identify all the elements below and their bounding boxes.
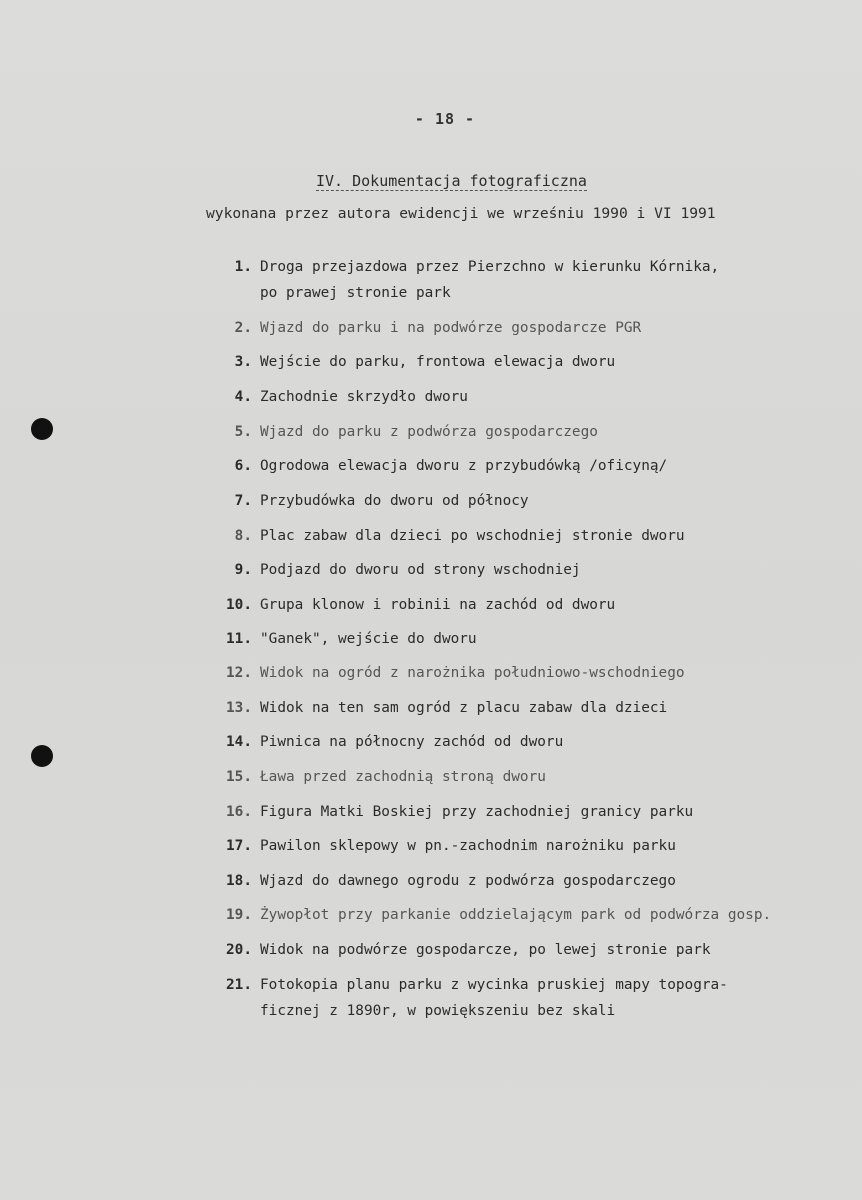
item-number: 19. (226, 907, 252, 923)
punch-hole-top (31, 418, 53, 440)
item-text-continued: ficznej z 1890r, w powiększeniu bez skali (260, 1003, 616, 1019)
item-number: 9. (234, 562, 252, 578)
section-subtitle: wykonana przez autora ewidencji we wrześniu 1990 i VI 1991 (206, 205, 716, 222)
item-text: Figura Matki Boskiej przy zachodniej granicy parku (260, 804, 694, 820)
item-number: 17. (226, 838, 252, 854)
item-number: 7. (234, 493, 252, 509)
item-number: 16. (226, 804, 252, 820)
item-number: 13. (226, 700, 252, 716)
item-number: 10. (226, 597, 252, 613)
item-number: 18. (226, 873, 252, 889)
item-text: Wejście do parku, frontowa elewacja dworu (260, 354, 616, 370)
item-number: 21. (226, 977, 252, 993)
item-number: 6. (234, 458, 252, 474)
item-text: Ława przed zachodnią stroną dworu (260, 769, 546, 785)
item-text: Zachodnie skrzydło dworu (260, 389, 468, 405)
item-text: Droga przejazdowa przez Pierzchno w kierunku Kórnika, (260, 259, 720, 275)
item-text: Plac zabaw dla dzieci po wschodniej stronie dworu (260, 528, 685, 544)
item-text: Podjazd do dworu od strony wschodniej (260, 562, 581, 578)
item-text: Wjazd do parku z podwórza gospodarczego (260, 424, 598, 440)
item-number: 11. (226, 631, 252, 647)
item-number: 14. (226, 734, 252, 750)
item-text: Pawilon sklepowy w pn.-zachodnim narożniku parku (260, 838, 676, 854)
item-text: Wjazd do dawnego ogrodu z podwórza gospodarczego (260, 873, 676, 889)
item-text: Fotokopia planu parku z wycinka pruskiej mapy topogra- (260, 977, 728, 993)
page-number: - 18 - (414, 110, 476, 128)
item-number: 2. (234, 320, 252, 336)
item-text: "Ganek", wejście do dworu (260, 631, 477, 647)
item-text: Widok na podwórze gospodarcze, po lewej stronie park (260, 942, 711, 958)
item-text: Żywopłot przy parkanie oddzielającym park od podwórza gosp. (260, 907, 772, 923)
item-number: 4. (234, 389, 252, 405)
item-number: 15. (226, 769, 252, 785)
item-number: 12. (226, 665, 252, 681)
item-text: Wjazd do parku i na podwórze gospodarcze PGR (260, 320, 642, 336)
item-text: Przybudówka do dworu od północy (260, 493, 529, 509)
item-text: Widok na ten sam ogród z placu zabaw dla dzieci (260, 700, 668, 716)
item-text: Widok na ogród z narożnika południowo-wschodniego (260, 665, 685, 681)
punch-hole-bottom (31, 745, 53, 767)
item-number: 3. (234, 354, 252, 370)
item-number: 8. (234, 528, 252, 544)
item-text: Piwnica na północny zachód od dworu (260, 734, 564, 750)
section-title: IV. Dokumentacja fotograficzna (316, 172, 587, 190)
item-text: Grupa klonow i robinii na zachód od dworu (260, 597, 616, 613)
item-text: Ogrodowa elewacja dworu z przybudówką /oficyną/ (260, 458, 668, 474)
item-number: 1. (234, 259, 252, 275)
item-number: 20. (226, 942, 252, 958)
item-number: 5. (234, 424, 252, 440)
item-text-continued: po prawej stronie park (260, 285, 451, 301)
